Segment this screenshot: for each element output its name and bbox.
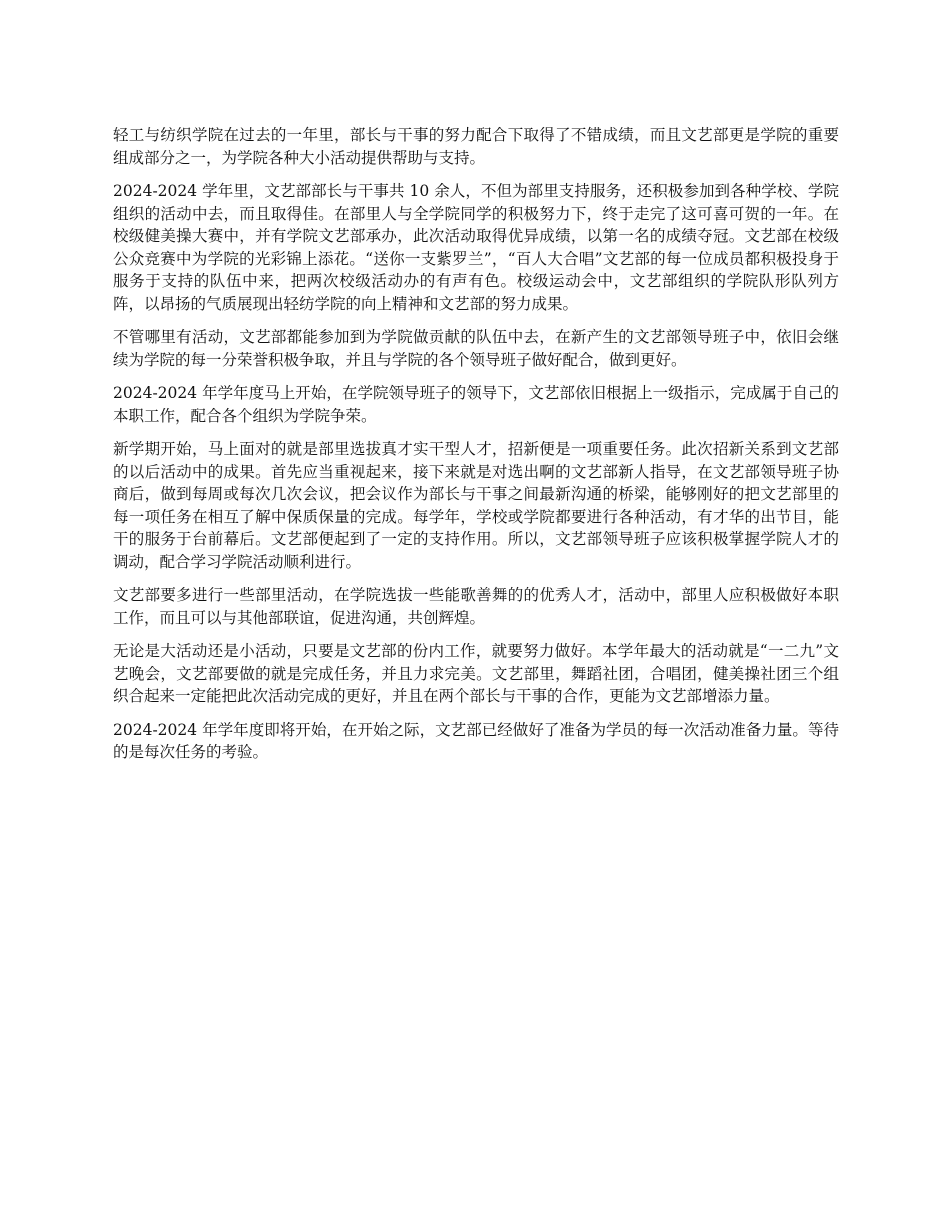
paragraph-4: 2024-2024 年学年度马上开始，在学院领导班子的领导下，文艺部依旧根据上一级指示，完成属于自己的本职工作，配合各个组织为学院争荣。 bbox=[113, 384, 839, 425]
paragraph-6: 文艺部要多进行一些部里活动，在学院选拔一些能歌善舞的的优秀人才，活动中，部里人应积极做好本职工作，而且可以与其他部联谊，促进沟通，共创辉煌。 bbox=[113, 586, 839, 627]
document-page bbox=[113, 124, 839, 775]
paragraph-3: 不管哪里有活动，文艺部都能参加到为学院做贡献的队伍中去，在新产生的文艺部领导班子中，依旧会继续为学院的每一分荣誉积极争取，并且与学院的各个领导班子做好配合，做到更好。 bbox=[113, 328, 839, 369]
paragraph-5: 新学期开始，马上面对的就是部里选拔真才实干型人才，招新便是一项重要任务。此次招新关系到文艺部的以后活动中的成果。首先应当重视起来，接下来就是对选出啊的文艺部新人指导，在文艺部领导班子协商后，做到每周或每次几次会议，把会议作为部长与干事之间最新沟通的桥梁，能够刚好的把文艺部里的每一项任务在相互了解中保质保量的完成。每学年，学校或学院都要进行各种活动，有才华的出节目，能干的服务于台前幕后。文艺部便起到了一定的支持作用。所以，文艺部领导班子应该积极掌握学院人才的调动，配合学习学院活动顺利进行。 bbox=[113, 440, 839, 571]
paragraph-1: 轻工与纺织学院在过去的一年里，部长与干事的努力配合下取得了不错成绩，而且文艺部更是学院的重要组成部分之一，为学院各种大小活动提供帮助与支持。 bbox=[113, 126, 839, 167]
paragraph-7: 无论是大活动还是小活动，只要是文艺部的份内工作，就要努力做好。本学年最大的活动就是“一二九”文艺晚会，文艺部要做的就是完成任务，并且力求完美。文艺部里，舞蹈社团，合唱团，健美操社团三个组织合起来一定能把此次活动完成的更好，并且在两个部长与干事的合作，更能为文艺部增添力量。 bbox=[113, 642, 839, 705]
paragraph-8: 2024-2024 年学年度即将开始，在开始之际，文艺部已经做好了准备为学员的每一次活动准备力量。等待的是每次任务的考验。 bbox=[113, 720, 839, 761]
paragraph-2: 2024-2024 学年里，文艺部部长与干事共 10 余人，不但为部里支持服务，还积极参加到各种学校、学院组织的活动中去，而且取得佳。在部里人与全学院同学的积极努力下，终于走完了这可喜可贺的一年。在校级健美操大赛中，并有学院文艺部承办，此次活动取得优异成绩，以第一名的成绩夺冠。文艺部在校级公众竞赛中为学院的光彩锦上添花。“送你一支紫罗兰”，“百人大合唱”文艺部的每一位成员都积极投身于服务于支持的队伍中来，把两次校级活动办的有声有色。校级运动会中，文艺部组织的学院队形队列方阵，以昂扬的气质展现出轻纺学院的向上精神和文艺部的努力成果。 bbox=[113, 182, 839, 313]
